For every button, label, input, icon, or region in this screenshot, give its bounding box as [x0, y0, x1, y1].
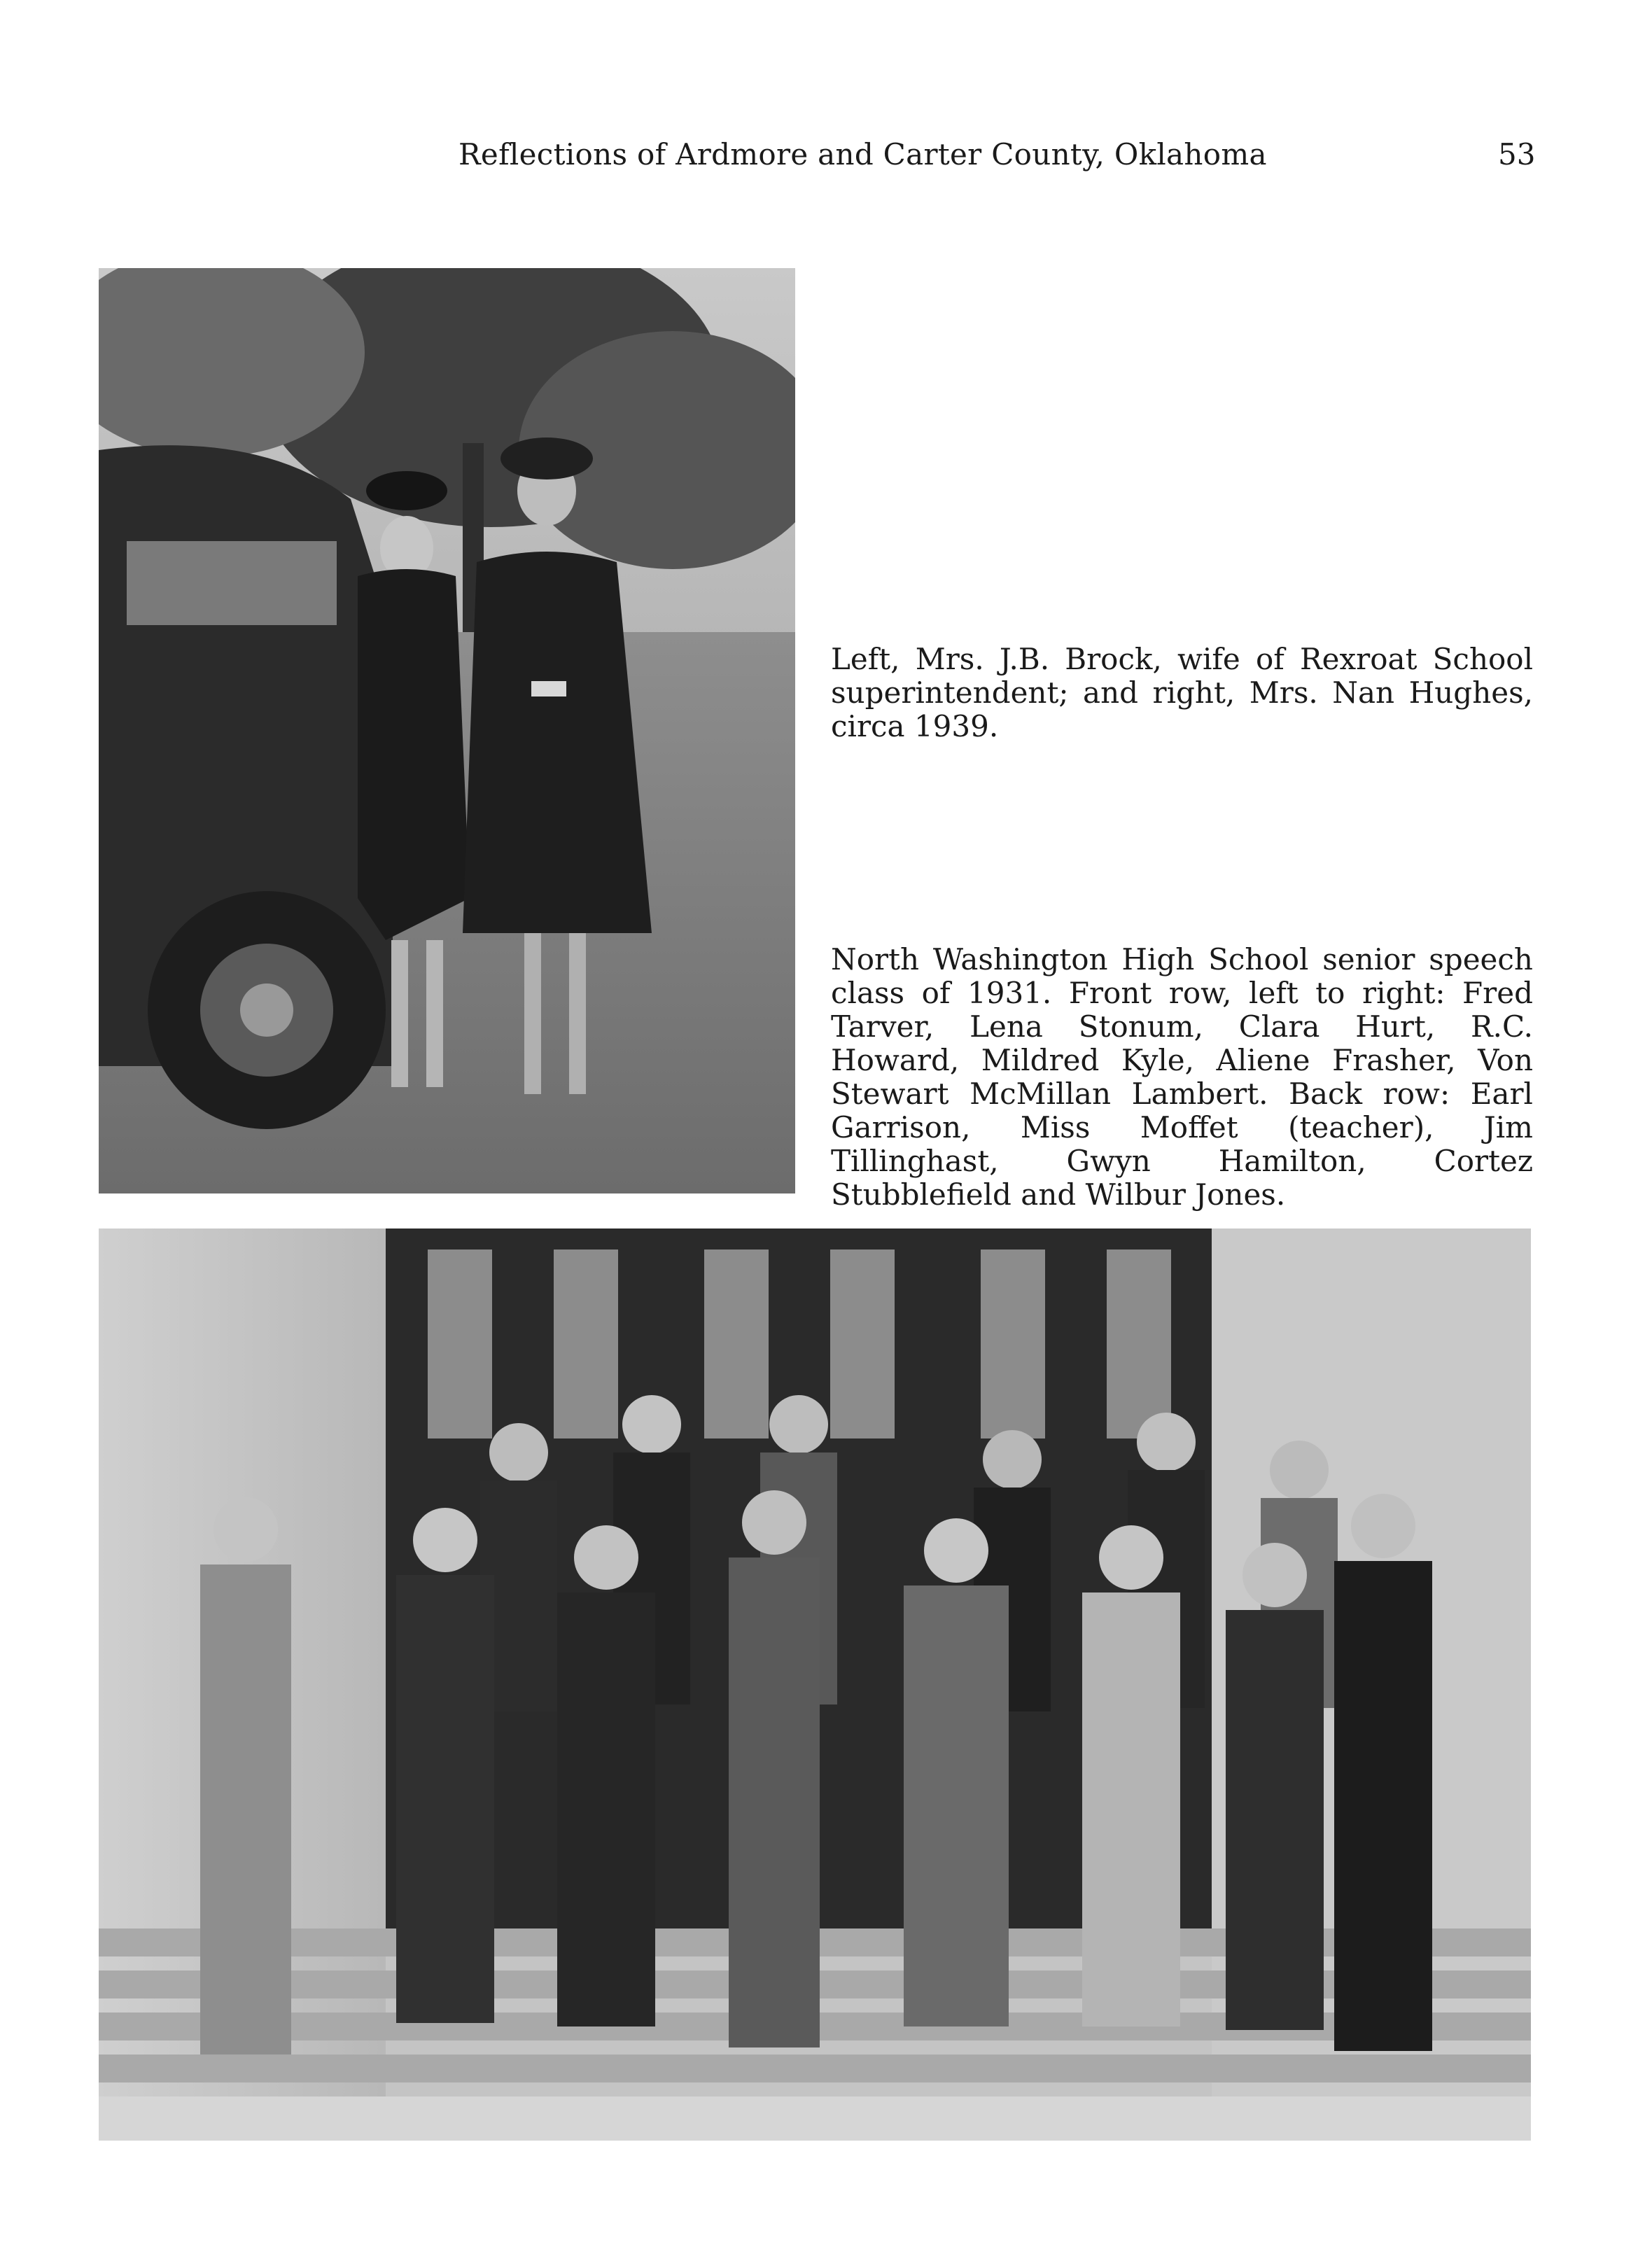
photo-two-women-by-car-image: [99, 268, 795, 1194]
running-head: Reflections of Ardmore and Carter County, Oklahoma: [458, 137, 1267, 172]
page-number: 53: [1498, 137, 1536, 172]
caption-two-women: Left, Mrs. J.B. Brock, wife of Rexroat School superintendent; and right, Mrs. Nan Hughes, circa 1939.: [831, 642, 1533, 743]
caption-speech-class: North Washington High School senior speech class of 1931. Front row, left to right: Fred Tarver, Lena Stonum, Clara Hurt, R.C. Howard, Mildred Kyle, Aliene Frasher, Von Stewart McMillan Lambert. Back row: Earl Garrison, Miss Moffet (teacher), Jim Tillinghast, Gwyn Hamilton, Cortez Stubblefield and Wilbur Jones.: [831, 942, 1533, 1212]
photo-speech-class-group-image: [99, 1228, 1531, 2141]
photo-speech-class-group: [99, 1228, 1531, 2141]
photo-two-women-by-car: [99, 268, 795, 1194]
